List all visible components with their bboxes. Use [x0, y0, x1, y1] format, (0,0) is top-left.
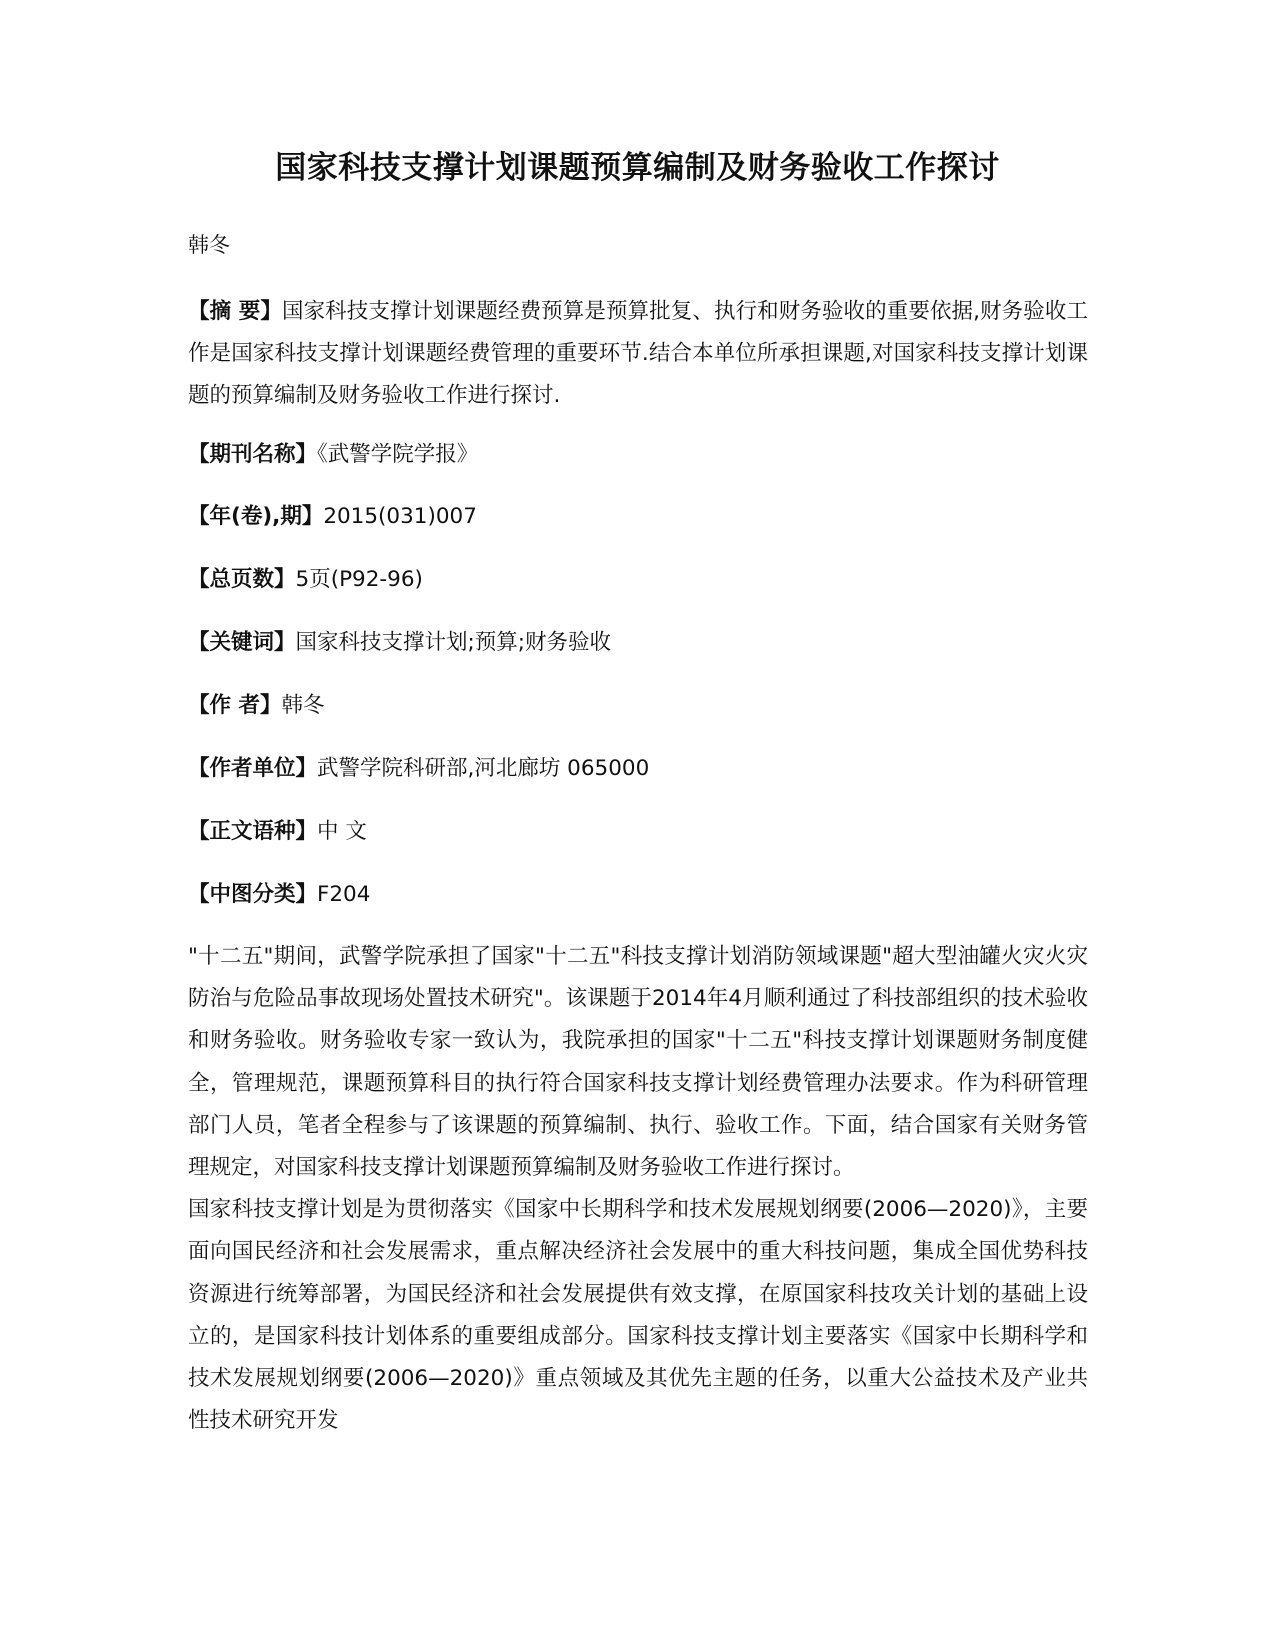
meta-row-keywords	[188, 628, 611, 658]
meta-value-classification: F204	[317, 882, 371, 907]
meta-label-language: 【正文语种】	[188, 819, 318, 844]
meta-row-journal	[188, 440, 478, 470]
meta-row-author	[188, 691, 325, 721]
author-line: 韩冬	[188, 233, 230, 257]
meta-value-keywords: 国家科技支撑计划;预算;财务验收	[295, 630, 612, 655]
body-text	[188, 936, 1088, 1442]
meta-value-affiliation: 武警学院科研部,河北廊坊 065000	[317, 756, 650, 781]
meta-row-classification	[188, 880, 370, 910]
meta-value-year: 2015(031)007	[323, 504, 477, 529]
body-paragraph-2: 国家科技支撑计划是为贯彻落实《国家中长期科学和技术发展规划纲要(2006—2020)》，主要面向国民经济和社会发展需求，重点解决经济社会发展中的重大科技问题，集成全国优势科技资源进行统筹部署，为国民经济和社会发展提供有效支撑，在原国家科技攻关计划的基础上设立的，是国家科技计划体系的重要组成部分。国家科技支撑计划主要落实《国家中长期科学和技术发展规划纲要(2006—2020)》重点领域及其优先主题的任务，以重大公益技术及产业共性技术研究开发	[188, 1197, 1088, 1434]
meta-label-classification: 【中图分类】	[188, 882, 318, 907]
document-title: 国家科技支撑计划课题预算编制及财务验收工作探讨	[275, 150, 1000, 186]
meta-label-author: 【作 者】	[188, 693, 282, 718]
meta-label-affiliation: 【作者单位】	[188, 756, 318, 781]
meta-row-pages	[188, 565, 423, 595]
meta-row-year	[188, 502, 477, 532]
meta-value-language: 中 文	[317, 819, 367, 844]
meta-row-language	[188, 817, 367, 847]
meta-label-keywords: 【关键词】	[188, 630, 296, 655]
abstract-text: 国家科技支撑计划课题经费预算是预算批复、执行和财务验收的重要依据,财务验收工作是国家科技支撑计划课题经费管理的重要环节.结合本单位所承担课题,对国家科技支撑计划课题的预算编制及财务验收工作进行探讨.	[188, 299, 1088, 408]
meta-label-journal: 【期刊名称】	[188, 442, 318, 467]
meta-label-pages: 【总页数】	[188, 567, 296, 592]
meta-row-affiliation	[188, 754, 649, 784]
meta-value-journal: 《武警学院学报》	[317, 442, 479, 467]
meta-value-pages: 5页(P92-96)	[295, 567, 423, 592]
meta-label-year: 【年(卷),期】	[188, 504, 324, 529]
abstract	[188, 291, 1088, 417]
abstract-label: 【摘 要】	[188, 299, 282, 324]
body-paragraph-1: "十二五"期间，武警学院承担了国家"十二五"科技支撑计划消防领域课题"超大型油罐火灾火灾防治与危险品事故现场处置技术研究"。该课题于2014年4月顺利通过了科技部组织的技术验收和财务验收。财务验收专家一致认为，我院承担的国家"十二五"科技支撑计划课题财务制度健全，管理规范，课题预算科目的执行符合国家科技支撑计划经费管理办法要求。作为科研管理部门人员，笔者全程参与了该课题的预算编制、执行、验收工作。下面，结合国家有关财务管理规定，对国家科技支撑计划课题预算编制及财务验收工作进行探讨。	[188, 944, 1088, 1181]
meta-value-author: 韩冬	[281, 693, 325, 718]
